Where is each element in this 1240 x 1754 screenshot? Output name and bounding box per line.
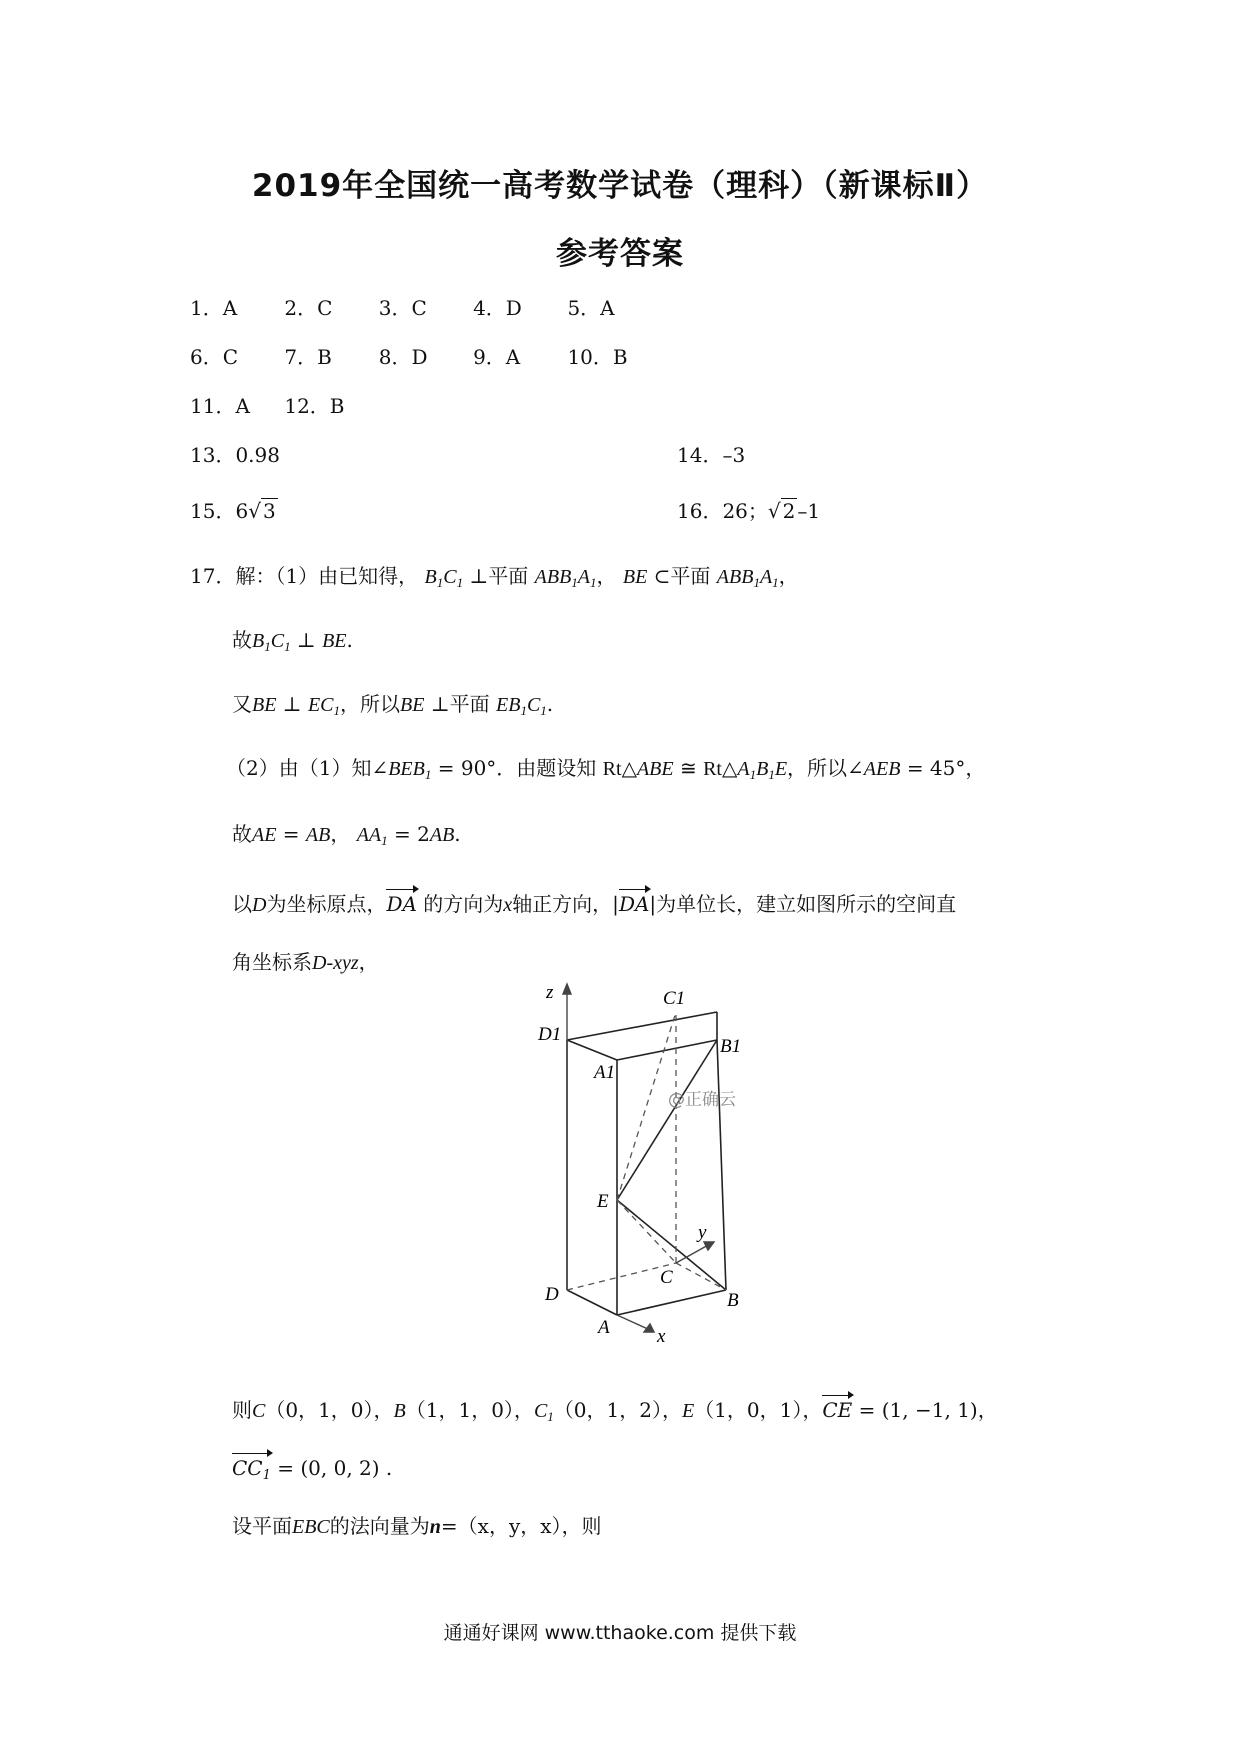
solution-line-1 (190, 560, 799, 591)
text: 则 (232, 1398, 252, 1422)
radicand: 3 (262, 499, 276, 523)
page-subtitle: 参考答案 (556, 236, 684, 272)
text: （2）由（1）知∠ (226, 756, 389, 780)
text: = (0, 0, 2) . (277, 1456, 393, 1480)
answer-row-3 (190, 390, 372, 419)
text: （1，1，0）， (405, 1398, 534, 1422)
math: AE (252, 824, 277, 846)
label-a1: A1 (594, 1062, 616, 1083)
answer-16-label: 16．26； (677, 499, 768, 523)
math: $ABB_1A_1$ (534, 566, 597, 590)
answer-row-1 (190, 292, 655, 321)
text: ， (330, 822, 351, 846)
answer-item: 12．B (284, 394, 345, 418)
answer-item: 3．C (378, 296, 427, 320)
text: ⊥平面 (469, 564, 529, 588)
text: = 90°．由题设知 (437, 756, 597, 780)
text: 17．解：（1）由已知得， (190, 564, 419, 588)
answer-item: 2．C (284, 296, 333, 320)
text: 故 (232, 822, 252, 846)
text: （1，0，1）， (694, 1398, 823, 1422)
math: x (503, 894, 513, 916)
label-c: C (660, 1267, 673, 1288)
math: $B_1C_1$ (424, 566, 464, 590)
label-c1: C1 (663, 988, 686, 1009)
label-b: B (727, 1290, 739, 1311)
sqrt-symbol: √ 2 (767, 499, 796, 523)
label-a: A (598, 1317, 610, 1338)
answer-16-tail: –1 (797, 499, 821, 523)
math: AEB (863, 758, 901, 780)
math: Rt△ABE (602, 758, 674, 780)
page-title: 2019年全国统一高考数学试卷（理科）（新课标Ⅱ） (251, 168, 989, 204)
math: $ABB_1A_1$ (716, 566, 779, 590)
label-d1: D1 (538, 1024, 562, 1045)
text: =（x，y，x），则 (440, 1514, 602, 1538)
math: BE (322, 630, 347, 652)
vector-CE: CE (822, 1398, 853, 1422)
answer-item: 11．A (190, 394, 250, 418)
text: 又 (232, 692, 252, 716)
text: ，所以∠ (787, 756, 864, 780)
math: AB (305, 824, 331, 846)
radicand: 2 (782, 499, 796, 523)
math: $B_1C_1$ (252, 630, 291, 654)
text: |为单位长，建立如图所示的空间直 (649, 892, 957, 916)
solution-line-10 (232, 1510, 602, 1539)
text: ， (778, 564, 799, 588)
solution-line-2 (232, 624, 353, 655)
label-d: D (545, 1284, 559, 1305)
text: ⊥平面 (430, 692, 490, 716)
answer-item: 4．D (473, 296, 522, 320)
math: EBC (292, 1516, 330, 1538)
text: . (546, 692, 554, 716)
math: BE (622, 566, 648, 588)
solution-line-4 (226, 752, 985, 783)
text: 的方向为 (423, 892, 504, 916)
answer-15-label: 15．6 (190, 499, 249, 523)
watermark: @正确云 (668, 1090, 736, 1110)
math: $Rt\triangle A_1B_1E$ (703, 758, 788, 782)
text: 以 (232, 892, 252, 916)
sqrt-symbol: √ 3 (248, 499, 276, 523)
answer-13: 13．0.98 (190, 443, 280, 467)
math: $BEB_1$ (388, 758, 432, 782)
text: ， (596, 564, 617, 588)
text: ， (358, 950, 379, 974)
answer-item: 10．B (567, 345, 628, 369)
text: . (346, 628, 353, 652)
label-x: x (657, 1326, 666, 1345)
solution-line-5 (232, 818, 461, 849)
math: $AA_1$ (356, 824, 388, 848)
label-e: E (597, 1191, 609, 1212)
math: E (681, 1400, 695, 1422)
solution-line-7 (232, 946, 379, 975)
math: $C_1$ (533, 1400, 554, 1424)
answer-16 (677, 495, 820, 524)
vector-DA: DA (618, 892, 650, 916)
text: 的法向量为 (329, 1514, 430, 1538)
solution-line-6 (232, 888, 956, 917)
answer-item: 9．A (473, 345, 521, 369)
text: = 45°， (906, 756, 986, 780)
solution-line-8 (232, 1394, 998, 1425)
answer-14: 14．–3 (677, 443, 746, 467)
math: BE (252, 694, 277, 716)
math: C (252, 1400, 266, 1422)
answer-15 (190, 495, 278, 524)
answer-row-2 (190, 341, 655, 370)
math: D-xyz (312, 952, 359, 974)
text: 设平面 (232, 1514, 292, 1538)
math: B (393, 1400, 406, 1422)
label-b1: B1 (720, 1036, 742, 1057)
text: 轴正方向，| (512, 892, 619, 916)
math: $EB_1C_1$ (496, 694, 547, 718)
text: = (1, −1, 1)， (858, 1398, 998, 1422)
math: n (429, 1516, 441, 1538)
solution-line-3 (232, 688, 553, 719)
answer-item: 1．A (190, 296, 238, 320)
text: = (282, 822, 300, 846)
label-y: y (698, 1222, 707, 1243)
text: ≅ (679, 756, 697, 780)
answer-item: 7．B (284, 345, 332, 369)
answer-item: 5．A (567, 296, 615, 320)
text: ，所以 (340, 692, 401, 716)
math: $EC_1$ (307, 694, 341, 718)
text: . (454, 822, 461, 846)
text: = 2 (394, 822, 430, 846)
math: D (252, 894, 267, 916)
text: ⊥ (282, 692, 302, 716)
text: （0，1，2）， (553, 1398, 682, 1422)
text: （0，1，0）， (265, 1398, 394, 1422)
answer-item: 6．C (190, 345, 239, 369)
math: AB (429, 824, 455, 846)
vector-DA: DA (386, 892, 417, 916)
text: 为坐标原点， (266, 892, 387, 916)
prism-figure (530, 975, 790, 1345)
text: 角坐标系 (232, 950, 312, 974)
math: BE (400, 694, 425, 716)
label-z: z (546, 982, 554, 1003)
solution-line-9 (232, 1456, 392, 1483)
vector-CC1: $CC_1$ (232, 1456, 271, 1483)
page-footer: 通通好课网 www.tthaoke.com 提供下载 (443, 1622, 797, 1644)
text: ⊂平面 (653, 564, 711, 588)
answer-item: 8．D (378, 345, 428, 369)
text: 故 (232, 628, 252, 652)
text: ⊥ (296, 628, 316, 652)
